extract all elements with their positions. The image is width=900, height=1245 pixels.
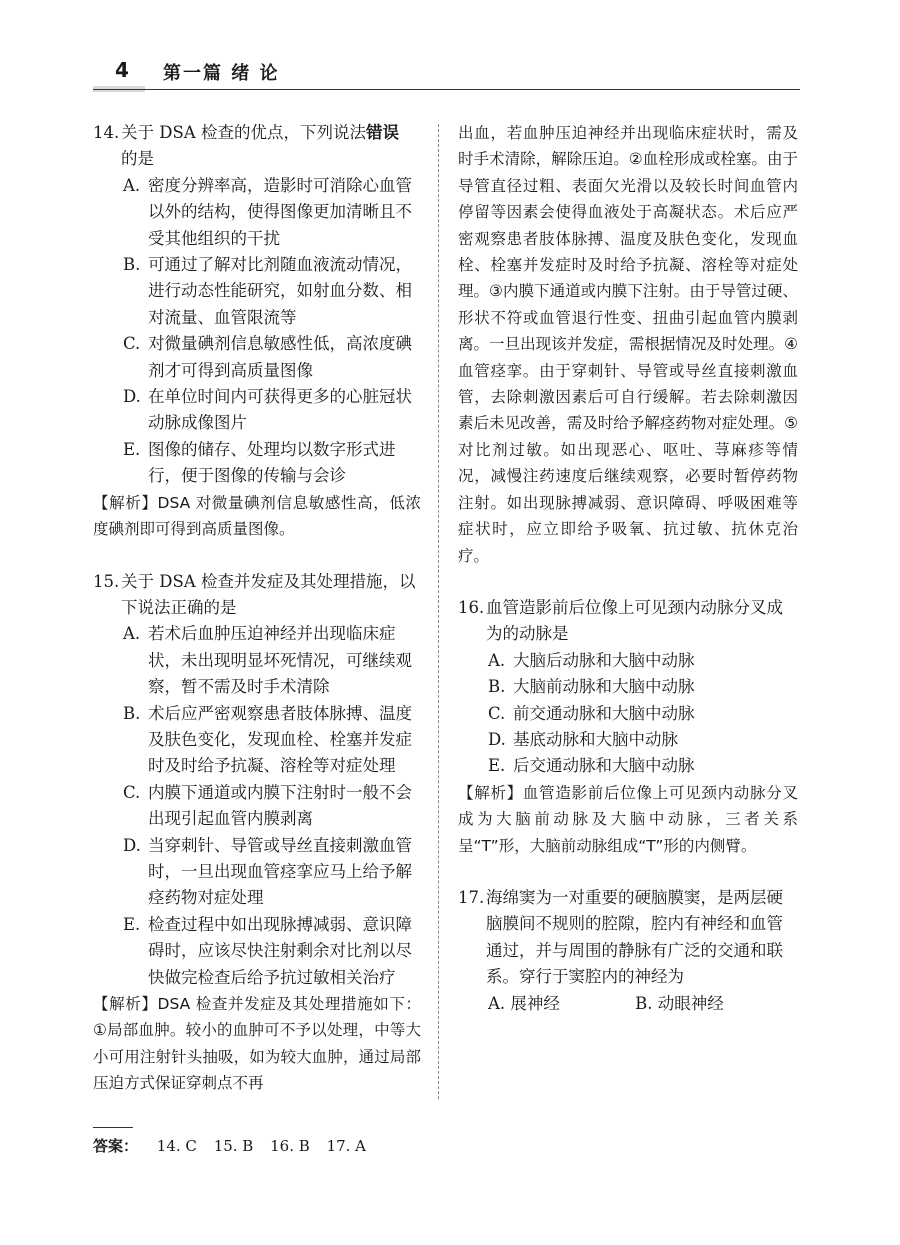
option-letter: E.: [123, 914, 141, 934]
analysis-continued: 出血，若血肿压迫神经并出现临床症状时，需及时手术清除，解除压迫。②血栓形成或栓塞。由于导管直径过粗、表面欠光滑以及较长时间血管内停留等因素会使得血液处于高凝状态。术后应严密观察患者肢体脉搏、温度及肤色变化，发现血栓、栓塞并发症时及时给予抗凝、溶栓等对症处理。③内膜下通道或内膜下注射。由于导管过硬、形状不符或血管退行性变、扭曲引起血管内膜剥离。一旦出现该并发症，需根据情况及时处理。④血管痉挛。由于穿刺针、导管或导丝直接刺激血管，去除刺激因素后可自行缓解。若去除刺激因素后未见改善，需及时给予解痉药物对症处理。⑤对比剂过敏。如出现恶心、呕吐、荨麻疹等情况，减慢注药速度后继续观察，必要时暂停药物注射。如出现脉搏减弱、意识障碍、呼吸困难等症状时，应立即给予吸氧、抗过敏、抗休克治疗。: [458, 124, 798, 565]
answer-item: 15. B: [213, 1137, 254, 1155]
analysis-tag: 【解析】: [93, 995, 158, 1013]
question-16: [458, 595, 798, 859]
answer-item: 17. A: [326, 1137, 367, 1155]
option-a: [458, 648, 798, 674]
header-rule: [93, 89, 800, 90]
option-text: 密度分辨率高，造影时可消除心血管以外的结构，使得图像更加清晰且不受其他组织的干扰: [148, 175, 412, 248]
stem-text: 血管造影前后位像上可见颈内动脉分叉成为的动脉是: [486, 597, 783, 644]
analysis-text: 血管造影前后位像上可见颈内动脉分叉成为大脑前动脉及大脑中动脉，三者关系呈“T”形，大脑前动脉组成“T”形的内侧臂。: [458, 783, 798, 855]
stem-text: 关于 DSA 检查并发症及其处理措施，以下说法正确的是: [121, 571, 416, 617]
option-text: 动眼神经: [657, 993, 724, 1013]
option-c: [458, 701, 798, 727]
option-text: 可通过了解对比剂随血液流动情况，进行动态性能研究，如射血分数、相对流量、血管限流等: [148, 255, 412, 327]
option-letter: B.: [635, 993, 653, 1013]
question-number: 16.: [458, 597, 485, 617]
option-text: 若术后血肿压迫神经并出现临床症状，未出现明显坏死情况，可继续观察，暂不需及时手术清除: [148, 624, 412, 697]
answer-item: 16. B: [270, 1137, 310, 1155]
stem-text: 海绵窦为一对重要的硬脑膜窦，是两层硬脑膜间不规则的腔隙，腔内有神经和血管通过，并与周围的静脉有广泛的交通和联系。穿行于窦腔内的神经为: [486, 887, 783, 987]
option-letter: D.: [488, 729, 506, 749]
option-b: [458, 674, 798, 700]
option-text: 后交通动脉和大脑中动脉: [513, 756, 695, 776]
question-number: 17.: [458, 887, 485, 907]
option-letter: A.: [488, 650, 506, 670]
option-b: [93, 701, 421, 780]
option-text: 在单位时间内可获得更多的心脏冠状动脉成像图片: [148, 387, 412, 433]
option-letter: B.: [488, 677, 506, 697]
chapter-title: 第一篇 绪 论: [163, 63, 280, 84]
stem-text: 关于 DSA 检查的优点，下列说法: [121, 123, 366, 142]
option-text: 前交通动脉和大脑中动脉: [513, 703, 695, 723]
question-14: [93, 120, 421, 543]
option-letter: D.: [123, 835, 141, 855]
option-text: 检查过程中如出现脉搏减弱、意识障碍时，应该尽快注射剩余对比剂以尽快做完检查后给予抗过敏相关治疗: [148, 914, 412, 987]
option-letter: D.: [123, 387, 141, 407]
option-d: [93, 384, 421, 437]
option-letter: C.: [488, 703, 506, 723]
question-15: [93, 569, 421, 1097]
option-letter: B.: [123, 703, 141, 723]
question-number: 15.: [93, 571, 120, 591]
option-a: [488, 994, 560, 1013]
option-a: [93, 173, 421, 252]
analysis-tag: 【解析】: [458, 783, 523, 802]
option-text: 大脑前动脉和大脑中动脉: [513, 677, 695, 697]
option-text: 基底动脉和大脑中动脉: [513, 729, 678, 749]
option-letter: C.: [123, 334, 141, 354]
page-number: 4: [115, 58, 129, 82]
option-letter: A.: [488, 993, 506, 1013]
option-row: [458, 991, 798, 1017]
page-header: [93, 52, 800, 90]
analysis-tag: 【解析】: [93, 493, 158, 512]
question-stem: [458, 885, 798, 991]
option-c: [93, 331, 421, 384]
question-stem: [93, 569, 421, 622]
option-text: 当穿刺针、导管或导丝直接刺激血管时，一旦出现血管痉挛应马上给予解痉药物对症处理: [148, 835, 412, 908]
question-stem: [93, 120, 421, 173]
option-text: 对微量碘剂信息敏感性低，高浓度碘剂才可得到高质量图像: [148, 334, 412, 380]
answer-key: [93, 1135, 378, 1156]
option-a: [93, 621, 421, 700]
analysis: [93, 991, 421, 1097]
column-divider: [438, 124, 439, 1099]
question-number: 14.: [93, 123, 120, 142]
question-17: [458, 885, 798, 1017]
option-e: [458, 753, 798, 779]
right-column: [458, 120, 798, 1017]
option-d: [93, 833, 421, 912]
option-letter: E.: [488, 756, 506, 776]
option-letter: A.: [123, 175, 141, 195]
option-e: [93, 437, 421, 490]
stem-text: 的是: [121, 149, 154, 169]
option-text: 术后应严密观察患者肢体脉搏、温度及肤色变化，发现血栓、栓塞并发症时及时给予抗凝、溶栓等对症处理: [148, 703, 412, 776]
option-e: [93, 912, 421, 991]
question-stem: [458, 595, 798, 648]
option-text: 展神经: [510, 993, 560, 1013]
option-text: 图像的储存、处理均以数字形式进行，便于图像的传输与会诊: [148, 439, 396, 486]
option-letter: B.: [123, 255, 141, 275]
left-column: [93, 120, 421, 1097]
option-c: [93, 780, 421, 833]
stem-emphasis: 错误: [365, 123, 399, 142]
analysis: [93, 490, 421, 543]
option-letter: A.: [123, 624, 141, 644]
footer-rule: [93, 1127, 133, 1128]
option-d: [458, 727, 798, 753]
analysis-text: DSA 检查并发症及其处理措施如下：①局部血肿。较小的血肿可不予以处理，中等大小可用注射针头抽吸，如为较大血肿，通过局部压迫方式保证穿刺点不再: [93, 995, 421, 1093]
analysis: [458, 780, 798, 859]
option-letter: C.: [123, 782, 141, 802]
analysis-text: DSA 对微量碘剂信息敏感性高，低浓度碘剂即可得到高质量图像。: [93, 493, 421, 539]
option-b: [93, 252, 421, 331]
option-b: [635, 994, 724, 1013]
option-text: 内膜下通道或内膜下注射时一般不会出现引起血管内膜剥离: [148, 782, 412, 829]
option-text: 大脑后动脉和大脑中动脉: [513, 650, 695, 670]
answer-item: 14. C: [156, 1137, 197, 1155]
option-letter: E.: [123, 439, 141, 459]
answer-key-label: 答案：: [93, 1137, 139, 1155]
